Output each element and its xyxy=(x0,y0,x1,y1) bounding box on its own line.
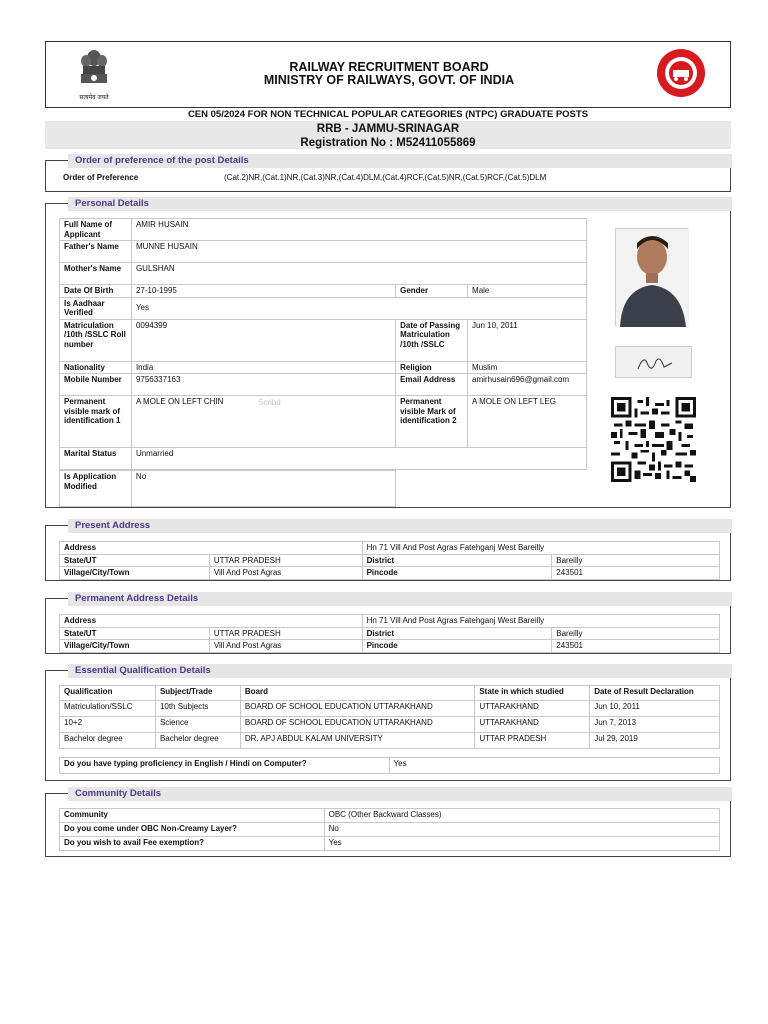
present-village-label: Village/City/Town xyxy=(60,567,210,580)
table-cell: Bachelor degree xyxy=(60,733,156,749)
rrb-name: RRB - JAMMU-SRINAGAR xyxy=(316,123,460,135)
table-cell: UTTARAKHAND xyxy=(475,717,590,733)
table-cell: Jun 7, 2013 xyxy=(590,717,720,733)
present-state-value: UTTAR PRADESH xyxy=(209,554,362,567)
table-cell: Bachelor degree xyxy=(155,733,240,749)
permanent-address-value: Hn 71 Vill And Post Agras Fatehganj West Bareilly xyxy=(362,615,719,628)
qualification-header: Qualification xyxy=(60,686,156,701)
mobile-value: 9756337163 xyxy=(131,374,395,396)
personal-table xyxy=(59,218,587,470)
nationality-label: Nationality xyxy=(60,361,132,374)
cen-title: CEN 05/2024 FOR NON TECHNICAL POPULAR CATEGORIES (NTPC) GRADUATE POSTS xyxy=(187,109,589,120)
typing-table xyxy=(59,757,720,774)
typing-label: Do you have typing proficiency in English / Hindi on Computer? xyxy=(60,758,390,774)
state-studied-header: State in which studied xyxy=(475,686,590,701)
indian-railways-logo-icon xyxy=(656,48,706,98)
present-state-label: State/UT xyxy=(60,554,210,567)
present-address-value: Hn 71 Vill And Post Agras Fatehganj West Bareilly xyxy=(362,542,719,555)
mother-label: Mother's Name xyxy=(60,263,132,285)
table-row xyxy=(60,717,720,733)
fee-exemption-value: Yes xyxy=(324,837,719,851)
dob-label: Date Of Birth xyxy=(60,285,132,298)
creamy-layer-value: No xyxy=(324,823,719,837)
mark1-value: A MOLE ON LEFT CHIN xyxy=(131,396,395,448)
permanent-village-label: Village/City/Town xyxy=(60,640,210,653)
religion-value: Muslim xyxy=(468,361,587,374)
religion-label: Religion xyxy=(396,361,468,374)
community-value: OBC (Other Backward Classes) xyxy=(324,809,719,823)
present-pincode-label: Pincode xyxy=(362,567,552,580)
modified-value: No xyxy=(131,471,395,507)
board-title: RAILWAY RECRUITMENT BOARD xyxy=(289,60,489,74)
present-address-table xyxy=(59,541,720,580)
dob-value: 27-10-1995 xyxy=(131,285,395,298)
table-cell: Jul 29, 2019 xyxy=(590,733,720,749)
aadhaar-value: Yes xyxy=(131,297,586,319)
email-value: amirhusain696@gmail.com xyxy=(468,374,587,396)
permanent-state-value: UTTAR PRADESH xyxy=(209,627,362,640)
table-cell: BOARD OF SCHOOL EDUCATION UTTARAKHAND xyxy=(240,701,474,717)
present-pincode-value: 243501 xyxy=(552,567,720,580)
permanent-district-label: District xyxy=(362,627,552,640)
table-cell: 10th Subjects xyxy=(155,701,240,717)
fee-exemption-label: Do you wish to avail Fee exemption? xyxy=(60,837,325,851)
preference-section-title: Order of preference of the post Details xyxy=(68,154,732,168)
permanent-pincode-label: Pincode xyxy=(362,640,552,653)
matric-label: Matriculation /10th /SSLC Roll number xyxy=(60,319,132,361)
present-address-title: Present Address xyxy=(68,519,732,533)
mother-value: GULSHAN xyxy=(131,263,586,285)
permanent-address-table xyxy=(59,614,720,653)
table-cell: DR. APJ ABDUL KALAM UNIVERSITY xyxy=(240,733,474,749)
table-cell: Science xyxy=(155,717,240,733)
matric-date-label: Date of Passing Matriculation /10th /SSLC xyxy=(396,319,468,361)
permanent-village-value: Vill And Post Agras xyxy=(209,640,362,653)
table-cell: UTTARAKHAND xyxy=(475,701,590,717)
table-row xyxy=(60,733,720,749)
mark2-value: A MOLE ON LEFT LEG xyxy=(468,396,587,448)
community-table xyxy=(59,808,720,851)
mobile-label: Mobile Number xyxy=(60,374,132,396)
full-name-value: AMIR HUSAIN xyxy=(131,219,586,241)
qualification-table xyxy=(59,685,720,749)
email-label: Email Address xyxy=(396,374,468,396)
modified-table xyxy=(59,470,396,507)
typing-value: Yes xyxy=(389,758,719,774)
matric-value: 0094399 xyxy=(131,319,395,361)
mark1-label: Permanent visible mark of identification 1 xyxy=(60,396,132,448)
present-district-value: Bareilly xyxy=(552,554,720,567)
gender-value: Male xyxy=(468,285,587,298)
present-district-label: District xyxy=(362,554,552,567)
marital-value: Unmarried xyxy=(131,448,586,470)
father-label: Father's Name xyxy=(60,241,132,263)
modified-label: Is Application Modified xyxy=(60,471,132,507)
marital-label: Marital Status xyxy=(60,448,132,470)
permanent-district-value: Bareilly xyxy=(552,627,720,640)
personal-section-title: Personal Details xyxy=(68,197,732,211)
registration-number: Registration No : M52411055869 xyxy=(300,137,476,149)
rrb-band xyxy=(45,121,731,149)
header-box xyxy=(45,41,731,108)
table-cell: 10+2 xyxy=(60,717,156,733)
community-label: Community xyxy=(60,809,325,823)
preference-section xyxy=(45,155,731,192)
applicant-signature xyxy=(615,346,692,378)
board-header: Board xyxy=(240,686,474,701)
table-row xyxy=(60,701,720,717)
ministry-title: MINISTRY OF RAILWAYS, GOVT. OF INDIA xyxy=(263,73,515,87)
permanent-address-label: Address xyxy=(60,615,363,628)
nationality-value: India xyxy=(131,361,395,374)
matric-date-value: Jun 10, 2011 xyxy=(468,319,587,361)
aadhaar-label: Is Aadhaar Verified xyxy=(60,297,132,319)
watermark: Scribd xyxy=(258,398,281,407)
permanent-state-label: State/UT xyxy=(60,627,210,640)
emblem-caption: सत्यमेव जयते xyxy=(79,95,109,101)
applicant-photo xyxy=(615,228,688,326)
permanent-pincode-value: 243501 xyxy=(552,640,720,653)
full-name-label: Full Name of Applicant xyxy=(60,219,132,241)
preference-value: (Cat.2)NR,(Cat.1)NR,(Cat.3)NR,(Cat.4)DLM,(Cat.4)RCF,(Cat.5)NR,(Cat.5)RCF,(Cat.5)DLM xyxy=(224,173,547,182)
subject-header: Subject/Trade xyxy=(155,686,240,701)
present-address-label: Address xyxy=(60,542,363,555)
result-date-header: Date of Result Declaration xyxy=(590,686,720,701)
mark2-label: Permanent visible Mark of identification 2 xyxy=(396,396,468,448)
table-cell: Matriculation/SSLC xyxy=(60,701,156,717)
creamy-layer-label: Do you come under OBC Non-Creamy Layer? xyxy=(60,823,325,837)
qualification-title: Essential Qualification Details xyxy=(68,664,732,678)
table-cell: UTTAR PRADESH xyxy=(475,733,590,749)
permanent-address-title: Permanent Address Details xyxy=(68,592,732,606)
qr-code-icon xyxy=(610,397,697,482)
father-value: MUNNE HUSAIN xyxy=(131,241,586,263)
preference-label: Order of Preference xyxy=(63,173,139,182)
gender-label: Gender xyxy=(396,285,468,298)
present-village-value: Vill And Post Agras xyxy=(209,567,362,580)
table-cell: BOARD OF SCHOOL EDUCATION UTTARAKHAND xyxy=(240,717,474,733)
community-title: Community Details xyxy=(68,787,732,801)
table-cell: Jun 10, 2011 xyxy=(590,701,720,717)
